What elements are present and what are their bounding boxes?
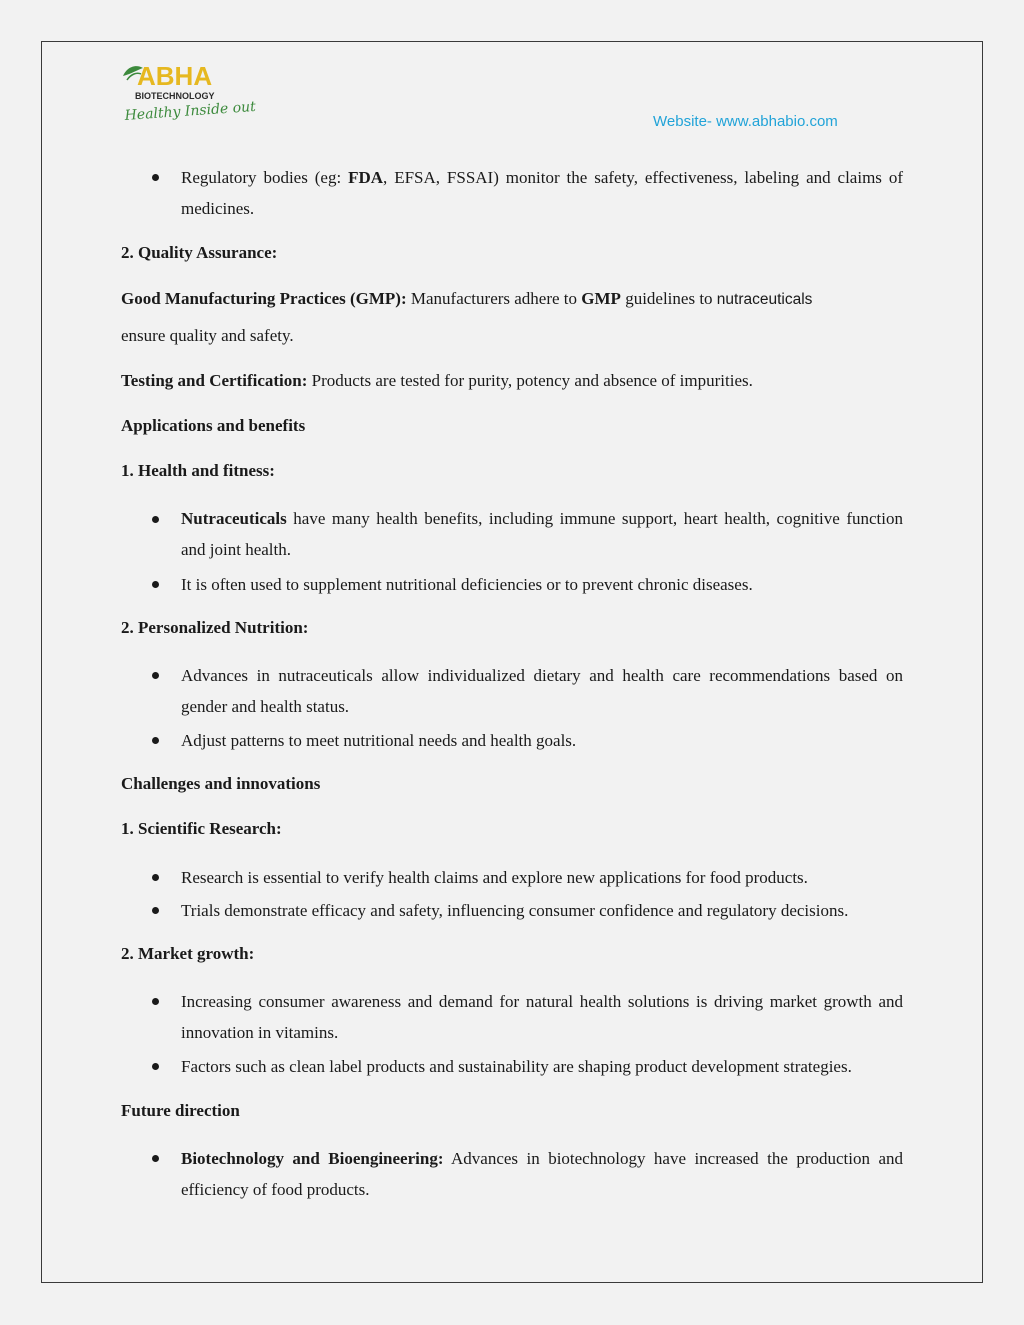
bullet-health-1: Nutraceuticals have many health benefits, including immune support, heart health, cognitive function and joint health. (181, 509, 903, 559)
bullet-personalized-1: Advances in nutraceuticals allow individualized dietary and health care recommendations based on gender and health status. (181, 666, 903, 716)
bullet-marker (152, 737, 159, 744)
heading-challenges: Challenges and innovations (121, 774, 321, 793)
abha-logo-graphic (121, 58, 257, 128)
bullet-market-2: Factors such as clean label products and sustainability are shaping product development strategies. (181, 1057, 852, 1076)
bullet-future: Biotechnology and Bioengineering: Advances in biotechnology have increased the production and efficiency of food products. (181, 1149, 903, 1199)
bullet-personalized-2: Adjust patterns to meet nutritional needs and health goals. (181, 731, 577, 750)
heading-scientific-research: 1. Scientific Research: (121, 819, 282, 838)
bullet-regulatory: Regulatory bodies (eg: FDA, EFSA, FSSAI) monitor the safety, effectiveness, labeling and claims of medicines. (181, 168, 903, 218)
bullet-research-1: Research is essential to verify health claims and explore new applications for food products. (181, 868, 808, 887)
bullet-marker (152, 1155, 159, 1162)
bullet-marker (152, 874, 159, 881)
logo-wordmark: ABHA (137, 61, 213, 91)
bullet-health-2: It is often used to supplement nutritional deficiencies or to prevent chronic diseases. (181, 575, 753, 594)
bullet-market-1: Increasing consumer awareness and demand for natural health solutions is driving market growth and innovation in vitamins. (181, 992, 903, 1042)
heading-quality-assurance: 2. Quality Assurance: (121, 243, 278, 262)
paragraph-gmp-line2: ensure quality and safety. (121, 326, 294, 345)
bullet-marker (152, 174, 159, 181)
heading-market-growth: 2. Market growth: (121, 944, 255, 963)
bullet-marker (152, 581, 159, 588)
bullet-research-2: Trials demonstrate efficacy and safety, influencing consumer confidence and regulatory decisions. (181, 901, 849, 920)
website-link[interactable]: Website- www.abhabio.com (653, 113, 838, 130)
bullet-marker (152, 907, 159, 914)
abha-logo (121, 58, 257, 128)
bullet-marker (152, 1063, 159, 1070)
paragraph-gmp: Good Manufacturing Practices (GMP): Manufacturers adhere to GMP guidelines to nutraceuticals (121, 289, 813, 308)
heading-health-fitness: 1. Health and fitness: (121, 461, 275, 480)
paragraph-testing: Testing and Certification: Products are tested for purity, potency and absence of impurities. (121, 371, 753, 390)
heading-future-direction: Future direction (121, 1101, 240, 1120)
heading-applications: Applications and benefits (121, 416, 306, 435)
logo-subtitle: BIOTECHNOLOGY (135, 91, 215, 101)
heading-personalized-nutrition: 2. Personalized Nutrition: (121, 618, 309, 637)
logo-tagline: Healthy Inside out (124, 98, 257, 124)
bullet-marker (152, 516, 159, 523)
bullet-marker (152, 672, 159, 679)
bullet-marker (152, 998, 159, 1005)
